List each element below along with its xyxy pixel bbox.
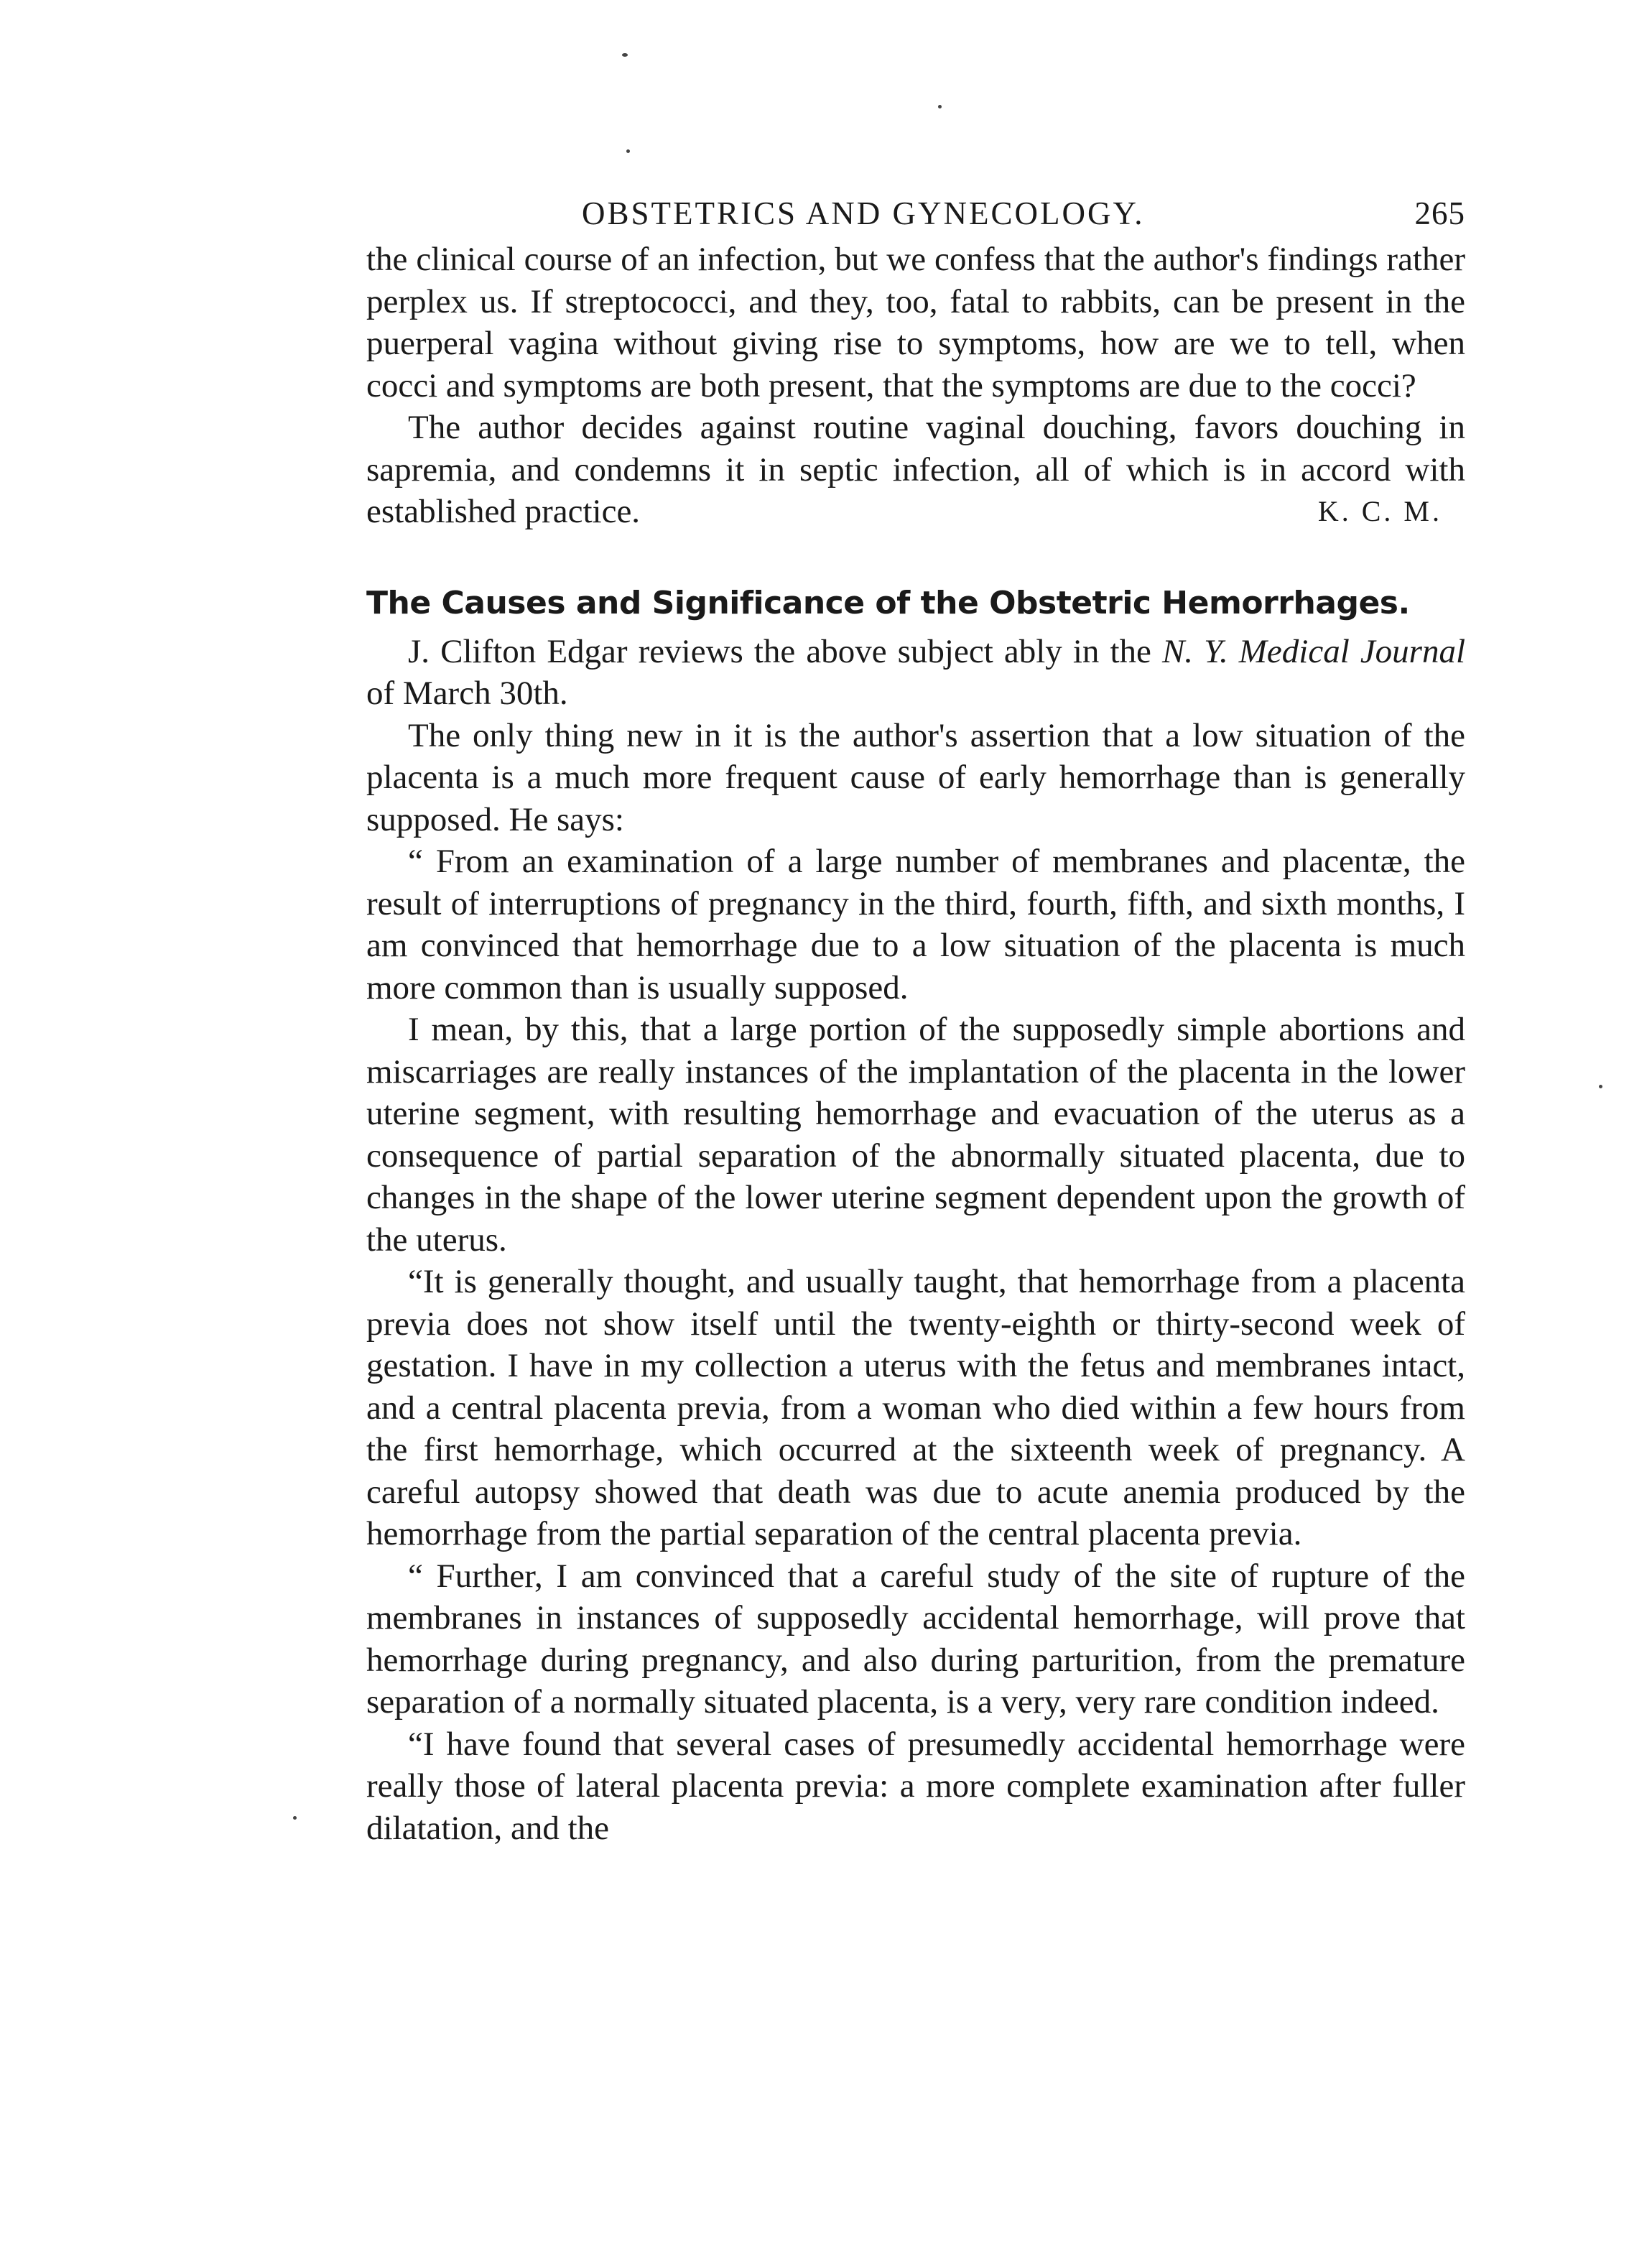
article-intro-paragraph (366, 631, 1465, 715)
scan-speck (293, 1816, 297, 1820)
running-head-title: OBSTETRICS AND GYNECOLOGY. (582, 195, 1145, 231)
quote-paragraph-5: “I have found that several cases of presumedly accidental hemorrhage were really those of lateral placenta previa: a more complete examination after fuller dilatation, and the (366, 1725, 1465, 1847)
scan-speck (938, 105, 942, 108)
intro-text-after: of March 30th. (366, 675, 568, 712)
quote-paragraph-1: “ From an examination of a large number of membranes and placentæ, the result of interruptions of pregnancy in the third, fourth, fifth, and sixth months, I am convinced that hemorrhage due to a low situation of the placenta is much more common than is usually supposed. (366, 843, 1465, 1006)
scan-speck (622, 53, 628, 57)
journal-name: N. Y. Medical Journal (1161, 632, 1466, 670)
review-closing-text: The author decides against routine vaginal douching, favors douching in sapremia, and condemns it in septic infection, all of which is in accord with established practice. (366, 409, 1465, 530)
scan-speck (626, 149, 630, 153)
running-head (366, 188, 1465, 239)
page-number: 265 (1414, 195, 1465, 231)
article-paragraph: The only thing new in it is the author's assertion that a low situation of the placenta is a much more frequent cause of early hemorrhage than is generally supposed. He says: (366, 716, 1465, 838)
scan-speck (1599, 1085, 1602, 1088)
review-closing-paragraph (366, 407, 1465, 533)
quote-paragraph-2: I mean, by this, that a large portion of the supposedly simple abortions and miscarriages are really instances of the implantation of the placenta in the lower uterine segment, with resulting hemorrhage and evacuation of the uterus as a consequence of partial separation of the abnormally situated placenta, due to changes in the shape of the lower uterine segment dependent upon the growth of the uterus. (366, 1011, 1465, 1259)
intro-text-before: J. Clifton Edgar reviews the above subject ably in the (408, 632, 1151, 670)
journal-page (366, 188, 1465, 1849)
quote-paragraph-3: “It is generally thought, and usually taught, that hemorrhage from a placenta previa does not show itself until the twenty-eighth or thirty-second week of gestation. I have in my collection a uterus with the fetus and membranes intact, and a central placenta previa, from a woman who died within a few hours from the first hemorrhage, which occurred at the sixteenth week of pregnancy. A careful autopsy showed that death was due to acute anemia produced by the hemorrhage from the partial separation of the central placenta previa. (366, 1263, 1465, 1552)
quote-paragraph-4: “ Further, I am convinced that a careful study of the site of rupture of the membranes in instances of supposedly accidental hemorrhage, will prove that hemorrhage during pregnancy, and also during parturition, from the premature separation of a normally situated placenta, is a very, very rare condition indeed. (366, 1557, 1465, 1721)
review-continuation-paragraph: the clinical course of an infection, but we confess that the author's findings rather perplex us. If streptococci, and they, too, fatal to rabbits, can be present in the puerperal vagina without giving rise to symptoms, how are we to tell, when cocci and symptoms are both present, that the symptoms are due to the cocci? (366, 241, 1465, 404)
article-heading: The Causes and Significance of the Obstetric Hemorrhages. (366, 584, 1410, 621)
reviewer-signature: K. C. M. (1317, 495, 1442, 527)
